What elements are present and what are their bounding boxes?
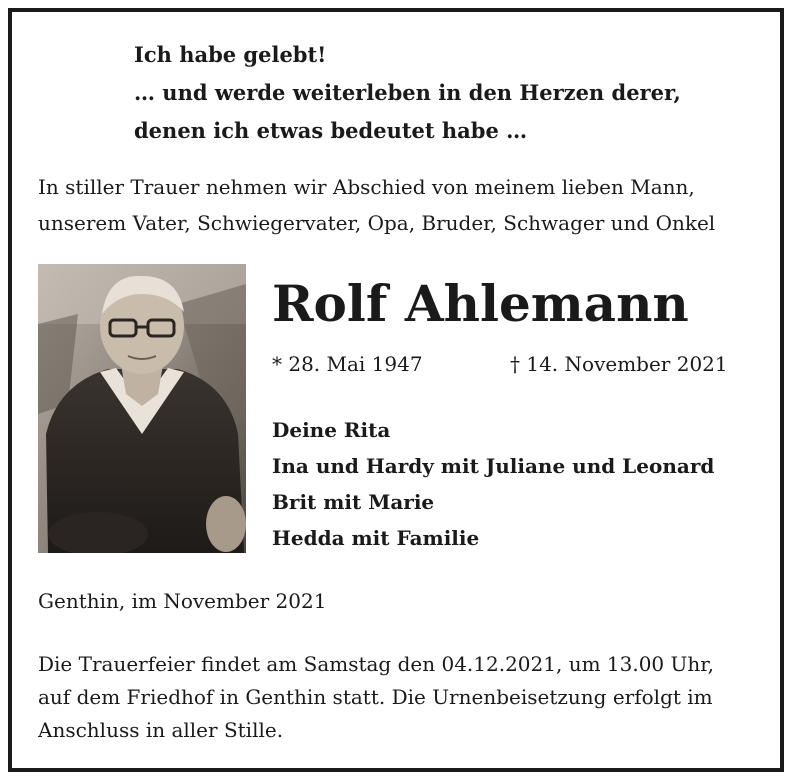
obituary-notice [8, 8, 784, 772]
intro-line: unserem Vater, Schwiegervater, Opa, Bruder, Schwager und Onkel [38, 211, 716, 235]
portrait-photo [38, 264, 246, 553]
deceased-name: Rolf Ahlemann [272, 274, 689, 333]
quote-line: denen ich etwas bedeutet habe … [134, 118, 528, 143]
funeral-service-info [38, 648, 714, 747]
service-line: Die Trauerfeier findet am Samstag den 04.12.2021, um 13.00 Uhr, [38, 652, 714, 676]
intro-line: In stiller Trauer nehmen wir Abschied von meinem lieben Mann, [38, 175, 695, 199]
mourner-item: Brit mit Marie [272, 490, 435, 514]
service-line: Anschluss in aller Stille. [38, 718, 284, 742]
quote-line: Ich habe gelebt! [134, 42, 327, 67]
service-line: auf dem Friedhof in Genthin statt. Die Urnenbeisetzung erfolgt im [38, 685, 713, 709]
mourner-item: Hedda mit Familie [272, 526, 480, 550]
mourner-item: Deine Rita [272, 418, 391, 442]
place-date: Genthin, im November 2021 [38, 589, 327, 613]
memorial-quote [134, 36, 681, 150]
mourners-list [272, 412, 714, 556]
death-date: † 14. November 2021 [510, 352, 728, 376]
birth-date: * 28. Mai 1947 [272, 352, 423, 376]
quote-line: … und werde weiterleben in den Herzen derer, [134, 80, 681, 105]
intro-text [38, 169, 715, 241]
mourner-item: Ina und Hardy mit Juliane und Leonard [272, 454, 715, 478]
